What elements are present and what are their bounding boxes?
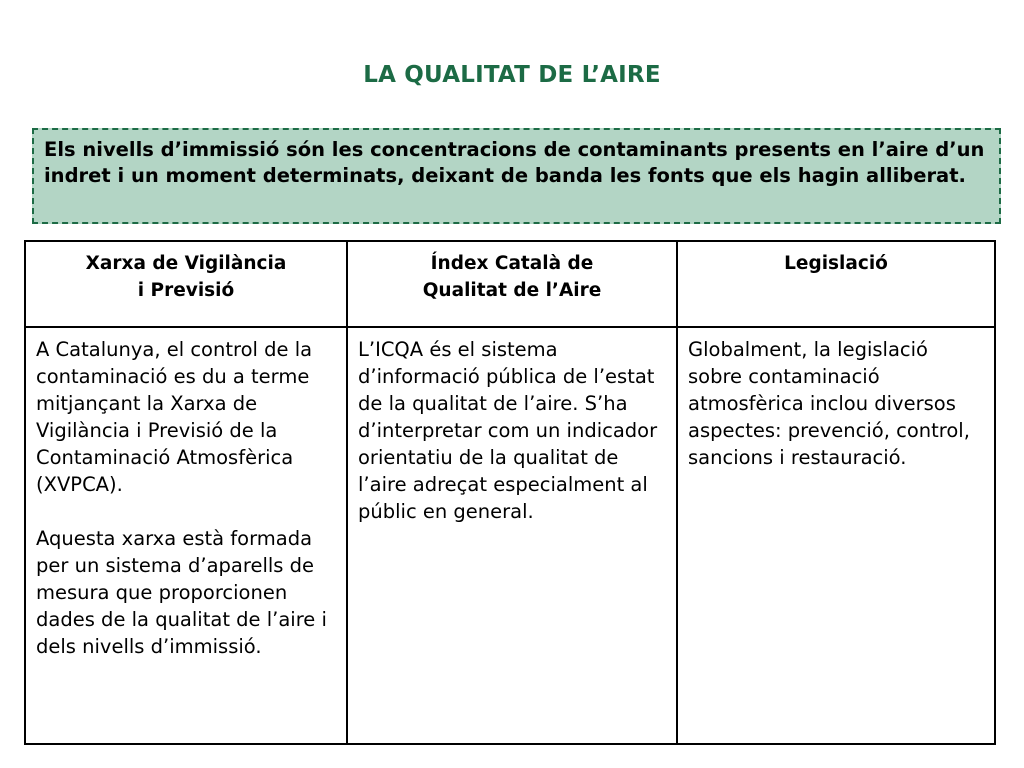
header-index-line1: Índex Català de	[430, 253, 594, 274]
cell-legislacio-paragraph-1: Globalment, la legislació sobre contaminació atmosfèrica inclou diversos aspectes: prevenció, control, sancions i restauració.	[688, 338, 970, 469]
cell-index-paragraph-1: L’ICQA és el sistema d’informació pública de l’estat de la qualitat de l’aire. S’ha d’interpretar com un indicador orientatiu de la qualitat de l’aire adreçat especialment al públic en general.	[358, 338, 658, 523]
header-xarxa-vigilancia	[25, 241, 347, 327]
definition-box	[32, 128, 1001, 224]
table-row	[25, 327, 995, 744]
cell-xarxa-paragraph-2: Aquesta xarxa està formada per un sistema d’aparells de mesura que proporcionen dades de la qualitat de l’aire i dels nivells d’immissió.	[36, 527, 327, 658]
table-header-row	[25, 241, 995, 327]
header-legislacio-line1: Legislació	[784, 253, 888, 274]
header-index-catala	[347, 241, 677, 327]
page-title: LA QUALITAT DE L’AIRE	[363, 62, 661, 88]
cell-xarxa-paragraph-1: A Catalunya, el control de la contaminació es du a terme mitjançant la Xarxa de Vigilància i Previsió de la Contaminació Atmosfèrica (XVPCA).	[36, 338, 313, 496]
header-xarxa-line1: Xarxa de Vigilància	[85, 253, 287, 274]
cell-index-catala	[347, 327, 677, 744]
info-table	[24, 240, 996, 745]
header-legislacio	[677, 241, 995, 327]
header-xarxa-line2: i Previsió	[137, 280, 235, 301]
cell-xarxa-vigilancia	[25, 327, 347, 744]
definition-text: Els nivells d’immissió són les concentracions de contaminants presents en l’aire d’un indret i un moment determinats, deixant de banda les fonts que els hagin alliberat.	[44, 138, 985, 187]
header-index-line2: Qualitat de l’Aire	[422, 280, 602, 301]
cell-legislacio	[677, 327, 995, 744]
